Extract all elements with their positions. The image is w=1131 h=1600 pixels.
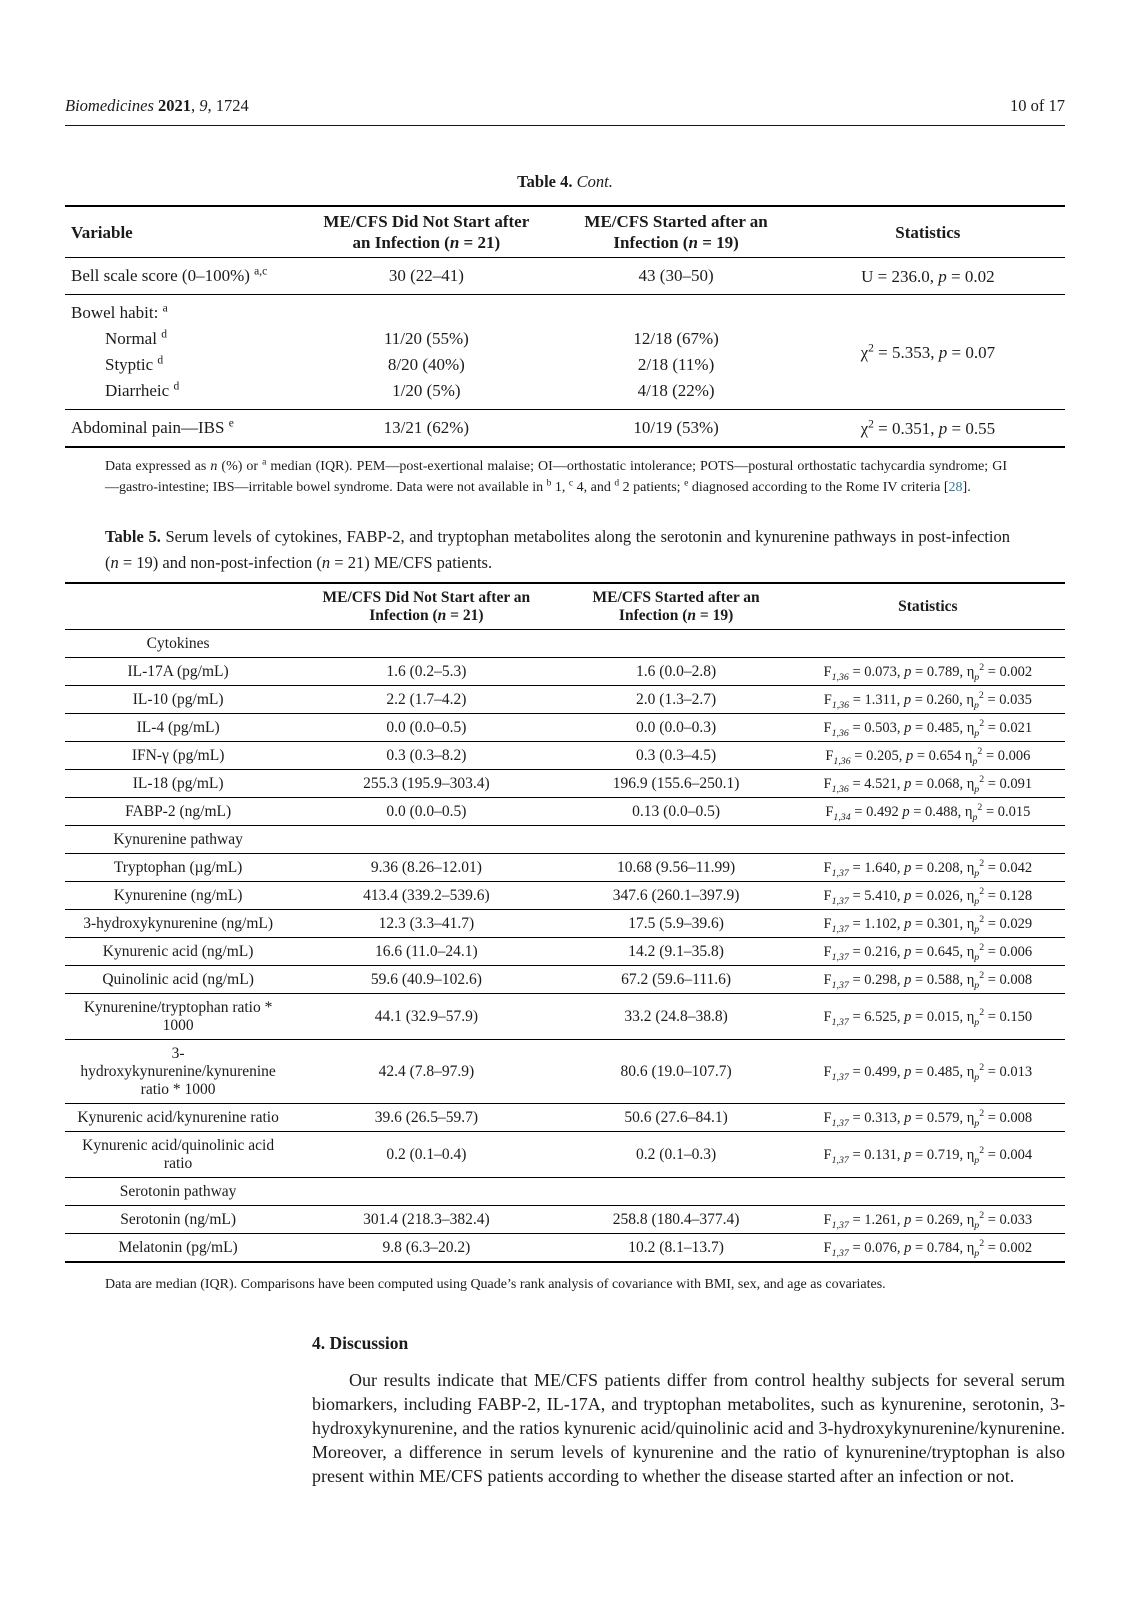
post-infection-cell: 50.6 (27.6–84.1) — [624, 1108, 728, 1126]
section-label: Kynurenine pathway — [113, 830, 243, 848]
table5-row — [65, 1104, 1065, 1132]
variable-cell: FABP-2 (ng/mL) — [125, 802, 232, 820]
table5-row — [65, 966, 1065, 994]
post-infection-cell: 258.8 (180.4–377.4) — [612, 1210, 740, 1228]
variable-cell: Melatonin (pg/mL) — [118, 1238, 238, 1256]
table5-row — [65, 798, 1065, 826]
page-number: 10 of 17 — [1010, 96, 1065, 115]
table4-row — [65, 258, 1065, 295]
t4-column-header: Statistics — [895, 222, 961, 242]
table5-row — [65, 1234, 1065, 1263]
variable-cell: Kynurenic acid/kynurenine ratio — [77, 1108, 279, 1126]
empty-cell — [291, 1178, 561, 1206]
empty-cell — [791, 1178, 1065, 1206]
statistics-cell: $F_{1,36} = 4.521$, p = 0.068, $\eta_p^2 = 0.091$ — [823, 773, 1033, 795]
t4-column-header: ME/CFS Did Not Start after an Infection (n = 21) — [323, 212, 530, 252]
variable-cell: IL-18 (pg/mL) — [132, 774, 224, 792]
variable-cell: 3-hydroxykynurenine (ng/mL) — [83, 914, 274, 932]
post-infection-cell: 0.2 (0.1–0.3) — [636, 1145, 717, 1163]
non-post-infection-cell: 44.1 (32.9–57.9) — [374, 1007, 479, 1025]
table4-header — [65, 206, 1065, 258]
post-infection-cell: 196.9 (155.6–250.1) — [612, 774, 740, 792]
variable-cell: Kynurenine/tryptophan ratio * 1000 — [83, 998, 273, 1034]
table4-body — [65, 258, 1065, 448]
table5-row — [65, 1206, 1065, 1234]
table5-row — [65, 910, 1065, 938]
statistics-cell: $F_{1,37} = 5.410$, p = 0.026, $\eta_p^2 = 0.128$ — [823, 885, 1033, 907]
variable-cell: Kynurenic acid (ng/mL) — [102, 942, 254, 960]
empty-cell — [561, 630, 790, 658]
non-post-infection-cell: 13/21 (62%) — [383, 418, 470, 437]
t4-column-header: ME/CFS Started after an Infection (n = 19) — [584, 212, 768, 252]
statistics-cell: $F_{1,37} = 0.298$, p = 0.588, $\eta_p^2 = 0.008$ — [823, 969, 1033, 991]
header-rule — [65, 125, 1065, 126]
non-post-infection-cell: 301.4 (218.3–382.4) — [363, 1210, 490, 1228]
table5-caption: Table 5. Serum levels of cytokines, FABP-2, and tryptophan metabolites along the serotonin and kynurenine pathways in post-infection (n = 19) and non-post-infection (n = 21) ME/CFS patients. — [105, 527, 1010, 572]
non-post-infection-cell: 1.6 (0.2–5.3) — [386, 662, 467, 680]
table5 — [65, 582, 1065, 1263]
post-infection-cell: 347.6 (260.1–397.9) — [612, 886, 740, 904]
non-post-infection-cell: 255.3 (195.9–303.4) — [363, 774, 490, 792]
non-post-infection-cell: 2.2 (1.7–4.2) — [386, 690, 467, 708]
non-post-infection-cell: 12.3 (3.3–41.7) — [378, 914, 475, 932]
post-infection-cell: 43 (30–50) — [638, 266, 714, 285]
table5-header — [65, 583, 1065, 630]
table4-caption: Table 4. Cont. — [517, 172, 613, 191]
non-post-infection-cell: 30 (22–41) — [388, 266, 464, 285]
post-infection-cell: 10.68 (9.56–11.99) — [616, 858, 736, 876]
table5-body — [65, 630, 1065, 1263]
non-post-infection-cell: 16.6 (11.0–24.1) — [374, 942, 478, 960]
table5-row — [65, 686, 1065, 714]
table5-section-row — [65, 826, 1065, 854]
non-post-infection-cell: 59.6 (40.9–102.6) — [370, 970, 482, 988]
statistics-cell: $F_{1,37} = 0.076$, p = 0.784, $\eta_p^2 = 0.002$ — [823, 1237, 1033, 1259]
post-infection-cell: 2.0 (1.3–2.7) — [636, 690, 717, 708]
post-infection-cell: 80.6 (19.0–107.7) — [620, 1062, 732, 1080]
variable-cell: Bowel habit: $^a$ Normal $^d$ Styptic $^d$ Diarrheic $^d$ — [71, 301, 180, 400]
t5-column-header: ME/CFS Started after an Infection (n = 19) — [592, 588, 760, 624]
non-post-infection-cell: 11/20 (55%) 8/20 (40%) 1/20 (5%) — [383, 329, 469, 400]
table5-row — [65, 882, 1065, 910]
statistics-cell: $F_{1,37} = 1.640$, p = 0.208, $\eta_p^2 = 0.042$ — [823, 857, 1033, 879]
empty-cell — [561, 826, 790, 854]
discussion-paragraph: Our results indicate that ME/CFS patients differ from control healthy subjects for several serum biomarkers, including FABP-2, IL-17A, and tryptophan metabolites, such as kynurenine, serotonin, 3-hydroxykynurenine, and the ratios kynurenic acid/quinolinic acid and 3-hydroxykynurenine/kynurenine. Moreover, a difference in serum levels of kynurenine and the ratio of kynurenine/tryptophan is also present within ME/CFS patients according to whether the disease started after an infection or not. — [312, 1370, 1065, 1486]
non-post-infection-cell: 0.0 (0.0–0.5) — [386, 802, 467, 820]
table5-row — [65, 714, 1065, 742]
non-post-infection-cell: 0.3 (0.3–8.2) — [386, 746, 467, 764]
non-post-infection-cell: 9.8 (6.3–20.2) — [382, 1238, 471, 1256]
non-post-infection-cell: 0.2 (0.1–0.4) — [386, 1145, 467, 1163]
table4 — [65, 205, 1065, 448]
section-label: Serotonin pathway — [119, 1182, 237, 1200]
table5-section-row — [65, 1178, 1065, 1206]
statistics-cell: $\chi^2 = 5.353$, p = 0.07 — [860, 340, 996, 362]
table5-row — [65, 994, 1065, 1040]
statistics-cell: $\chi^2 = 0.351$, p = 0.55 — [860, 416, 996, 438]
t5-column-header: ME/CFS Did Not Start after an Infection (n = 21) — [322, 588, 531, 624]
post-infection-cell: 14.2 (9.1–35.8) — [628, 942, 724, 960]
post-infection-cell: 10/19 (53%) — [633, 418, 719, 437]
empty-cell — [561, 1178, 790, 1206]
variable-cell: IFN-γ (pg/mL) — [131, 746, 225, 764]
statistics-cell: $F_{1,37} = 6.525$, p = 0.015, $\eta_p^2 = 0.150$ — [823, 1006, 1033, 1028]
variable-cell: Abdominal pain—IBS $^e$ — [71, 416, 234, 437]
non-post-infection-cell: 39.6 (26.5–59.7) — [374, 1108, 479, 1126]
discussion-heading: 4. Discussion — [312, 1333, 409, 1353]
statistics-cell: $F_{1,37} = 0.499$, p = 0.485, $\eta_p^2 = 0.013$ — [823, 1061, 1033, 1083]
statistics-cell: U = 236.0, p = 0.02 — [861, 266, 995, 286]
table5-row — [65, 854, 1065, 882]
table5-row — [65, 658, 1065, 686]
statistics-cell: $F_{1,37} = 0.131$, p = 0.719, $\eta_p^2 = 0.004$ — [823, 1144, 1033, 1166]
table5-row — [65, 770, 1065, 798]
table5-row — [65, 1132, 1065, 1178]
variable-cell: IL-4 (pg/mL) — [136, 718, 220, 736]
statistics-cell: $F_{1,36} = 0.503$, p = 0.485, $\eta_p^2 = 0.021$ — [823, 717, 1033, 739]
post-infection-cell: 33.2 (24.8–38.8) — [624, 1007, 728, 1025]
table4-row — [65, 410, 1065, 448]
table5-row — [65, 742, 1065, 770]
table4-row — [65, 295, 1065, 410]
post-infection-cell: 12/18 (67%) 2/18 (11%) 4/18 (22%) — [633, 329, 719, 400]
variable-cell: IL-10 (pg/mL) — [132, 690, 224, 708]
non-post-infection-cell: 0.0 (0.0–0.5) — [386, 718, 467, 736]
reference-link[interactable]: 28 — [948, 480, 963, 495]
variable-cell: Tryptophan (µg/mL) — [113, 858, 243, 876]
t4-column-header: Variable — [71, 222, 133, 242]
t5-column-header — [65, 583, 291, 630]
post-infection-cell: 17.5 (5.9–39.6) — [628, 914, 724, 932]
page-header — [65, 96, 1065, 116]
variable-cell: IL-17A (pg/mL) — [127, 662, 229, 680]
journal-reference: Biomedicines 2021, 9, 1724 — [65, 96, 249, 115]
variable-cell: Kynurenic acid/quinolinic acid ratio — [82, 1136, 275, 1172]
variable-cell: Serotonin (ng/mL) — [120, 1210, 237, 1228]
non-post-infection-cell: 9.36 (8.26–12.01) — [370, 858, 482, 876]
table5-footnote: Data are median (IQR). Comparisons have been computed using Quade’s rank analysis of covariance with BMI, sex, and age as covariates. — [105, 1277, 886, 1292]
table5-header-row — [65, 583, 1065, 630]
variable-cell: Quinolinic acid (ng/mL) — [102, 970, 254, 988]
empty-cell — [791, 826, 1065, 854]
statistics-cell: $F_{1,37} = 0.216$, p = 0.645, $\eta_p^2 = 0.006$ — [823, 941, 1033, 963]
statistics-cell: $F_{1,37} = 1.102$, p = 0.301, $\eta_p^2 = 0.029$ — [823, 913, 1033, 935]
empty-cell — [291, 630, 561, 658]
t5-column-header: Statistics — [898, 597, 958, 615]
empty-cell — [291, 826, 561, 854]
statistics-cell: $F_{1,36} = 0.205$, p = 0.654 $\eta_p^2 = 0.006$ — [825, 745, 1031, 767]
variable-cell: Bell scale score (0–100%) $^{a,c}$ — [71, 264, 268, 285]
empty-cell — [791, 630, 1065, 658]
non-post-infection-cell: 413.4 (339.2–539.6) — [363, 886, 490, 904]
table5-section-row — [65, 630, 1065, 658]
statistics-cell: $F_{1,34} = 0.492$ p = 0.488, $\eta_p^2 = 0.015$ — [825, 801, 1031, 823]
post-infection-cell: 0.13 (0.0–0.5) — [632, 802, 720, 820]
statistics-cell: $F_{1,36} = 1.311$, p = 0.260, $\eta_p^2 = 0.035$ — [823, 689, 1032, 711]
statistics-cell: $F_{1,36} = 0.073$, p = 0.789, $\eta_p^2 = 0.002$ — [823, 661, 1033, 683]
table5-row — [65, 1040, 1065, 1104]
variable-cell: Kynurenine (ng/mL) — [113, 886, 243, 904]
variable-cell: 3- hydroxykynurenine/kynurenine ratio * 1000 — [80, 1044, 276, 1098]
table4-footnote: Data expressed as n (%) or $^a$ median (IQR). PEM—post-exertional malaise; OI—orthostatic intolerance; POTS—postural orthostatic tachycardia syndrome; GI—gastro-intestine; IBS—irritable bowel syndrome. Data were not available in $^b$ 1, $^c$ 4, and $^d$ 2 patients; $^e$ diagnosed according to the Rome IV criteria [28]. — [105, 457, 1007, 495]
post-infection-cell: 67.2 (59.6–111.6) — [621, 970, 732, 988]
statistics-cell: $F_{1,37} = 0.313$, p = 0.579, $\eta_p^2 = 0.008$ — [823, 1107, 1033, 1129]
post-infection-cell: 1.6 (0.0–2.8) — [636, 662, 717, 680]
post-infection-cell: 10.2 (8.1–13.7) — [628, 1238, 724, 1256]
section-label: Cytokines — [146, 634, 210, 652]
table5-row — [65, 938, 1065, 966]
post-infection-cell: 0.3 (0.3–4.5) — [636, 746, 717, 764]
post-infection-cell: 0.0 (0.0–0.3) — [636, 718, 717, 736]
table4-header-row — [65, 206, 1065, 258]
non-post-infection-cell: 42.4 (7.8–97.9) — [378, 1062, 475, 1080]
statistics-cell: $F_{1,37} = 1.261$, p = 0.269, $\eta_p^2 = 0.033$ — [823, 1209, 1033, 1231]
